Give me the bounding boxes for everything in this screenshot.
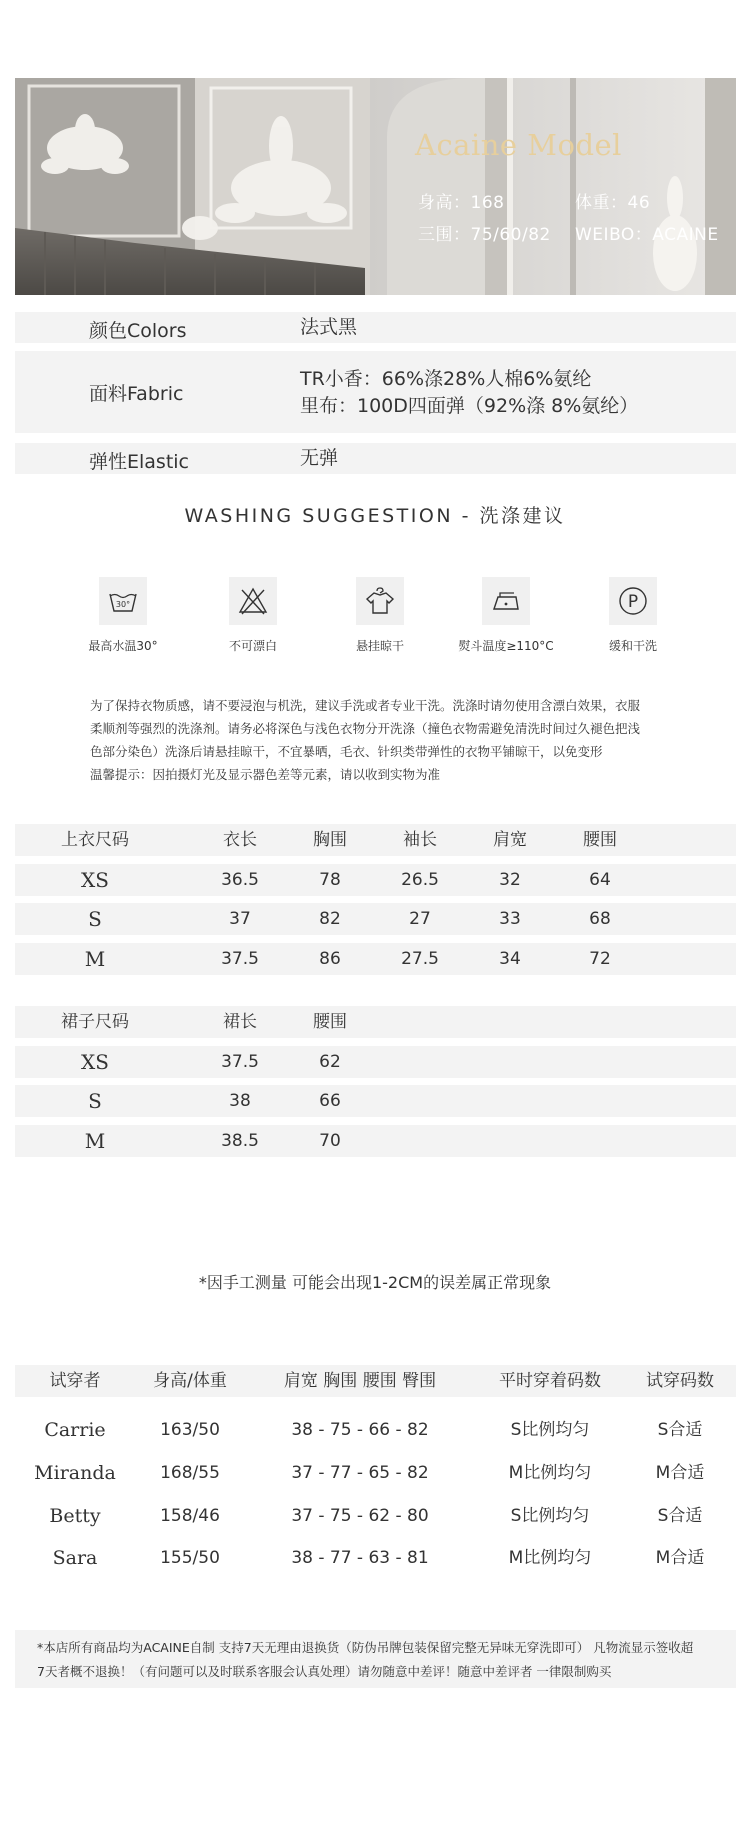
info-value-elastic: 无弹: [300, 447, 339, 469]
fitting-header: [15, 1365, 736, 1397]
info-row-fabric: [15, 351, 736, 433]
washing-title: WASHING SUGGESTION - 洗涤建议: [184, 505, 566, 527]
header-cell: 身高/体重: [153, 1371, 227, 1391]
table-cell: 38: [229, 1091, 251, 1111]
header-cell: 试穿码数: [646, 1371, 714, 1391]
info-value-colors: 法式黑: [300, 316, 358, 338]
table-cell: 155/50: [160, 1548, 220, 1568]
header-cell: 平时穿着码数: [499, 1371, 601, 1391]
table-cell: M比例均匀: [508, 1548, 592, 1568]
fabric-line-lining: 里布：100D四面弹（92%涤 8%氨纶）: [300, 395, 639, 417]
table-cell: 36.5: [221, 870, 259, 890]
table-cell: 37.5: [221, 949, 259, 969]
header-cell: 腰围: [313, 1012, 347, 1032]
policy-line: *本店所有商品均为ACAINE自制 支持7天无理由退换货（防伪吊牌包装保留完整无异味无穿洗即可） 凡物流显示签收超: [37, 1640, 694, 1655]
model-measurements: 三围：75/60/82: [418, 225, 551, 245]
size-cell: XS: [81, 868, 109, 892]
note-line: 为了保持衣物质感，请不要浸泡与机洗，建议手洗或者专业干洗。洗涤时请勿使用含漂白效果，衣服: [90, 698, 641, 713]
table-row: [15, 903, 736, 935]
header-cell: 肩宽: [493, 830, 527, 850]
table-cell: 38 - 77 - 63 - 81: [291, 1548, 429, 1568]
header-cell: 上衣尺码: [61, 830, 129, 850]
model-height: 身高：168: [418, 193, 505, 213]
wash-label-hang: 悬挂晾干: [355, 639, 404, 653]
fabric-line-outer: TR小香：66%涤28%人棉6%氨纶: [300, 368, 592, 390]
table-cell: 38.5: [221, 1131, 259, 1151]
table-row: [15, 1500, 736, 1532]
no-bleach-icon: [237, 585, 269, 617]
table-cell: 70: [319, 1131, 341, 1151]
wash-item-bleach: [193, 577, 313, 654]
iron-110-icon: [490, 585, 522, 617]
table-row: [15, 1457, 736, 1489]
size-cell: M: [84, 947, 106, 971]
table-cell: 37 - 77 - 65 - 82: [291, 1463, 429, 1483]
store-policy-notice: [15, 1630, 736, 1688]
table-row: [15, 1085, 736, 1117]
fitter-name: Betty: [49, 1505, 101, 1527]
table-cell: 168/55: [160, 1463, 220, 1483]
table-cell: 34: [499, 949, 521, 969]
size-cell: M: [84, 1129, 106, 1153]
table-cell: 163/50: [160, 1420, 220, 1440]
table-row: [15, 1542, 736, 1574]
wash-item-dryclean: [573, 577, 693, 654]
table-cell: 37.5: [221, 1052, 259, 1072]
table-row: [15, 1046, 736, 1078]
wash-label-bleach: 不可漂白: [228, 639, 277, 653]
header-cell: 袖长: [403, 830, 437, 850]
top-size-header: [15, 824, 736, 856]
table-cell: 38 - 75 - 66 - 82: [291, 1420, 429, 1440]
note-line: 柔顺剂等强烈的洗涤剂。请务必将深色与浅色衣物分开洗涤（撞色衣物需避免清洗时间过久褪色把浅: [90, 721, 641, 736]
table-cell: 64: [589, 870, 611, 890]
model-title: Acaine Model: [415, 128, 622, 162]
header-cell: 裙长: [223, 1012, 257, 1032]
table-row: [15, 1125, 736, 1157]
table-cell: S比例均匀: [510, 1420, 590, 1440]
table-cell: M合适: [655, 1463, 705, 1483]
table-cell: 27.5: [401, 949, 439, 969]
policy-line: 7天者概不退换！（有问题可以及时联系客服会认真处理）请勿随意中差评！随意中差评者 一律限制购买: [37, 1664, 612, 1679]
table-cell: 27: [409, 909, 431, 929]
header-cell: 胸围: [313, 830, 347, 850]
header-cell: 试穿者: [49, 1371, 101, 1391]
table-cell: 66: [319, 1091, 341, 1111]
table-row: [15, 1414, 736, 1446]
table-cell: 26.5: [401, 870, 439, 890]
header-cell: 肩宽 胸围 腰围 臀围: [283, 1371, 437, 1391]
model-weight: 体重：46: [575, 193, 651, 213]
header-cell: 裙子尺码: [61, 1012, 129, 1032]
table-cell: M比例均匀: [508, 1463, 592, 1483]
table-cell: 33: [499, 909, 521, 929]
skirt-size-header: [15, 1006, 736, 1038]
table-cell: S合适: [657, 1420, 703, 1440]
note-line: 温馨提示：因拍摄灯光及显示器色差等元素，请以收到实物为准: [90, 767, 441, 782]
header-cell: 衣长: [223, 830, 257, 850]
fitter-name: Sara: [52, 1547, 98, 1569]
model-hero-banner: [15, 78, 736, 295]
info-row-colors: [15, 312, 736, 343]
info-key-elastic: 弹性Elastic: [89, 451, 190, 473]
info-key-fabric: 面料Fabric: [89, 383, 184, 405]
table-cell: 78: [319, 870, 341, 890]
table-row: [15, 864, 736, 896]
model-weibo: WEIBO：ACAINE: [575, 225, 719, 245]
wash-label-temp: 最高水温30°: [88, 639, 158, 653]
info-row-elastic: [15, 443, 736, 474]
washing-notes: [90, 694, 670, 786]
table-cell: 62: [319, 1052, 341, 1072]
size-cell: S: [88, 907, 102, 931]
table-row: [15, 943, 736, 975]
table-cell: 68: [589, 909, 611, 929]
size-cell: S: [88, 1089, 102, 1113]
table-cell: 86: [319, 949, 341, 969]
header-cell: 腰围: [583, 830, 617, 850]
table-cell: S比例均匀: [510, 1506, 590, 1526]
fitter-name: Miranda: [34, 1462, 116, 1484]
info-value-fabric: [300, 366, 638, 420]
table-cell: M合适: [655, 1548, 705, 1568]
table-cell: 82: [319, 909, 341, 929]
table-cell: 158/46: [160, 1506, 220, 1526]
table-cell: 32: [499, 870, 521, 890]
table-cell: 37 - 75 - 62 - 80: [291, 1506, 429, 1526]
wash-item-hang: [320, 577, 440, 654]
dry-clean-icon: [617, 585, 649, 617]
wash-temp-badge: 30°: [115, 600, 131, 609]
fitter-name: Carrie: [44, 1419, 106, 1441]
table-cell: 72: [589, 949, 611, 969]
wash-item-iron: [446, 577, 566, 654]
wash-label-dryclean: 缓和干洗: [608, 639, 657, 653]
hang-dry-icon: [364, 585, 396, 617]
table-cell: 37: [229, 909, 251, 929]
model-info: [15, 78, 736, 295]
note-line: 色部分染色）洗涤后请悬挂晾干，不宜暴晒，毛衣、针织类带弹性的衣物平铺晾干，以免变形: [90, 744, 603, 759]
wash-30-icon: [107, 585, 139, 617]
size-cell: XS: [81, 1050, 109, 1074]
measurement-note: *因手工测量 可能会出现1-2CM的误差属正常现象: [198, 1273, 552, 1292]
info-key-colors: 颜色Colors: [89, 320, 187, 342]
wash-label-iron: 熨斗温度≥110°C: [458, 639, 554, 653]
wash-item-temp: [63, 577, 183, 654]
table-cell: S合适: [657, 1506, 703, 1526]
dry-clean-badge: P: [627, 592, 639, 612]
